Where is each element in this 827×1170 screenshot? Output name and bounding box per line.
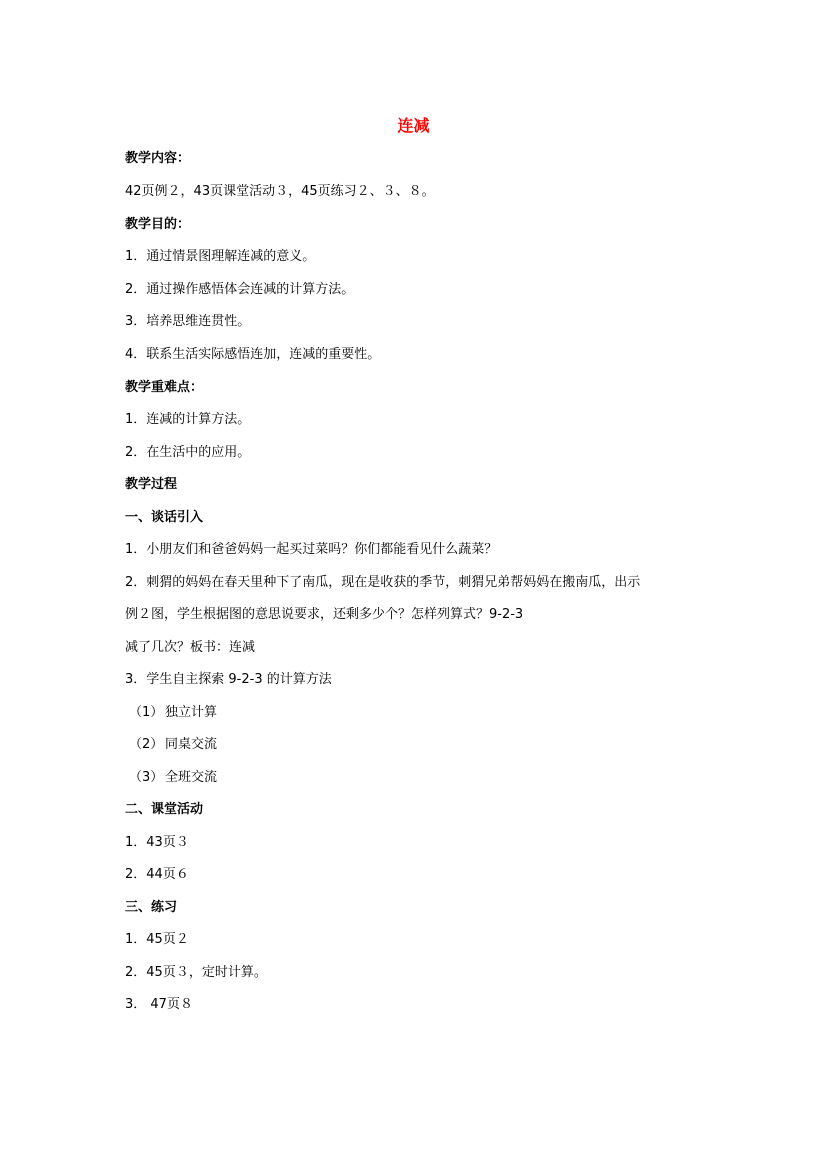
sub-item-text: 独立计算 bbox=[165, 705, 218, 720]
section-3-item: 3． 47页８ bbox=[125, 997, 193, 1012]
section-2-item: 2．44页６ bbox=[125, 867, 189, 882]
section-2-item: 1．43页３ bbox=[125, 835, 189, 850]
content-text: 42页例２，43页课堂活动３，45页练习２、３、８。 bbox=[125, 184, 435, 199]
keypoint-item: 2．在生活中的应用。 bbox=[125, 445, 251, 460]
heading-keypoints: 教学重难点： bbox=[125, 380, 204, 395]
section-1-item: 3．学生自主探索 9-2-3 的计算方法 bbox=[125, 672, 332, 687]
sub-item bbox=[129, 737, 217, 753]
sub-item-number: （3） bbox=[129, 770, 164, 785]
goal-item: 4．联系生活实际感悟连加，连减的重要性。 bbox=[125, 347, 381, 362]
sub-item-number: （2） bbox=[129, 737, 164, 752]
goal-item: 2．通过操作感悟体会连减的计算方法。 bbox=[125, 282, 355, 297]
goal-item: 1．通过情景图理解连减的意义。 bbox=[125, 249, 316, 264]
sub-item-text: 全班交流 bbox=[165, 770, 218, 785]
section-3-item: 2．45页３，定时计算。 bbox=[125, 965, 267, 980]
document-title: 连减 bbox=[397, 116, 430, 135]
goal-item: 3．培养思维连贯性。 bbox=[125, 314, 251, 329]
section-1-item: 例２图，学生根据图的意思说要求，还剩多少个？怎样列算式？9-2-3 bbox=[125, 607, 524, 622]
section-1-item: 2．刺猬的妈妈在春天里种下了南瓜，现在是收获的季节，刺猬兄弟帮妈妈在搬南瓜，出示 bbox=[125, 575, 641, 590]
heading-goals: 教学目的： bbox=[125, 217, 191, 232]
sub-item bbox=[129, 770, 217, 786]
sub-item-text: 同桌交流 bbox=[165, 737, 218, 752]
heading-content: 教学内容： bbox=[125, 151, 191, 166]
section-1-item: 减了几次？板书：连减 bbox=[125, 640, 256, 655]
section-3-title: 三、练习 bbox=[125, 900, 178, 915]
sub-item-number: （1） bbox=[129, 705, 164, 720]
sub-item bbox=[129, 705, 217, 721]
heading-process: 教学过程 bbox=[125, 477, 178, 492]
section-3-item: 1．45页２ bbox=[125, 932, 189, 947]
section-1-title: 一、谈话引入 bbox=[125, 510, 204, 525]
section-2-title: 二、课堂活动 bbox=[125, 802, 204, 817]
section-1-item: 1．小朋友们和爸爸妈妈一起买过菜吗？你们都能看见什么蔬菜？ bbox=[125, 542, 498, 557]
keypoint-item: 1．连减的计算方法。 bbox=[125, 412, 251, 427]
